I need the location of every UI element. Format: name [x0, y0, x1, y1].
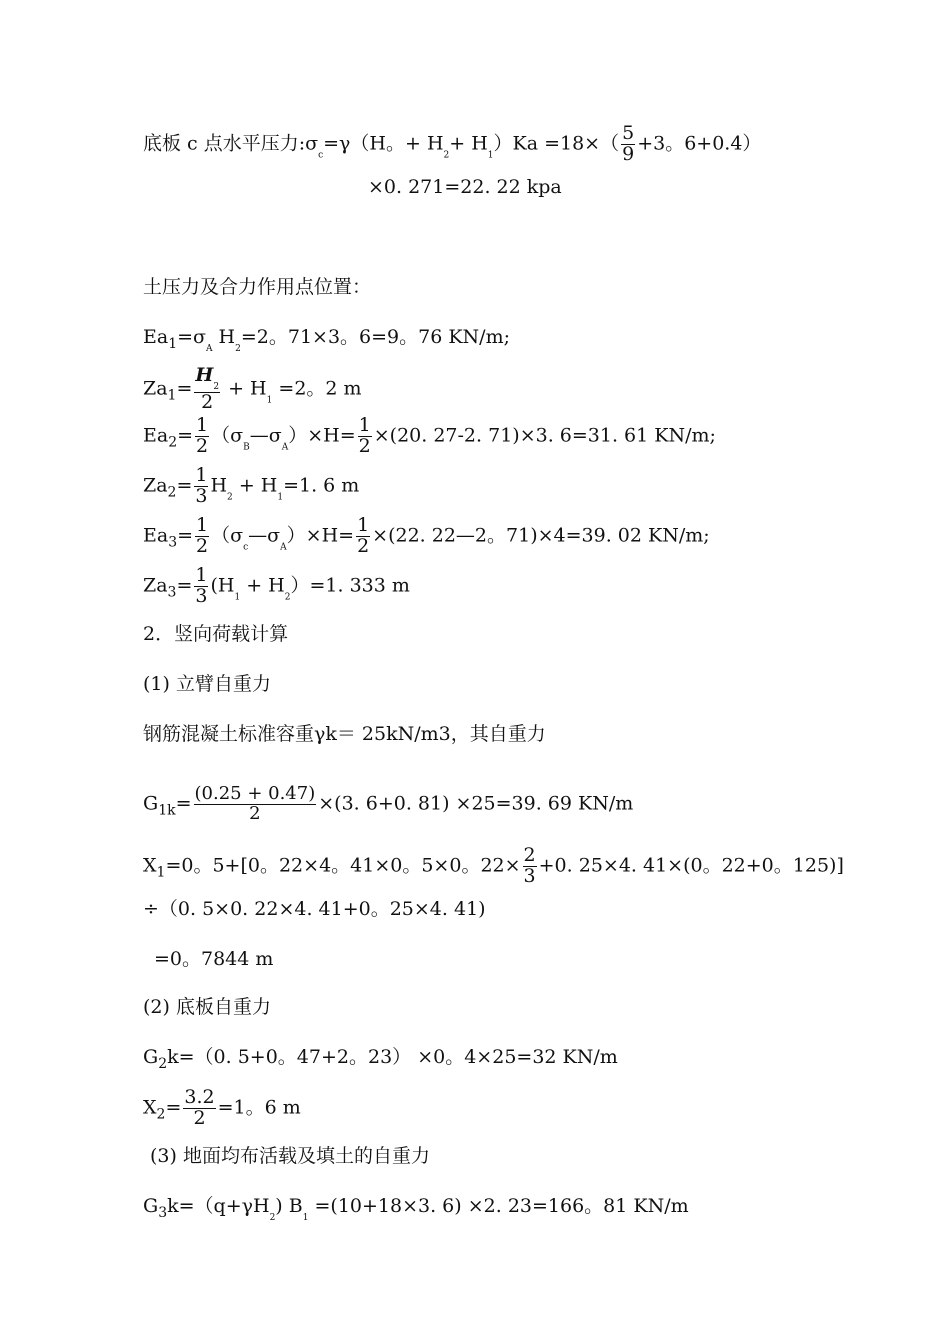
fraction — [194, 466, 208, 507]
denominator: 2 — [357, 534, 370, 557]
text: 底板 c 点水平压力:σ — [143, 132, 319, 155]
text: =1。6 m — [217, 1096, 301, 1119]
fraction — [356, 516, 370, 557]
fraction — [183, 1088, 215, 1129]
za2-line — [143, 466, 359, 507]
subscript: 2 — [158, 1056, 168, 1072]
subscript: 1 — [167, 387, 177, 404]
text: ) B — [275, 1195, 303, 1217]
text: Ea — [143, 424, 169, 447]
g3k-line — [143, 1197, 689, 1223]
text: (3) 地面均布活载及填土的自重力 — [150, 1145, 430, 1167]
text: (2) 底板自重力 — [143, 996, 271, 1018]
bottom-slab-c-pressure-line — [143, 124, 761, 165]
text: （σ — [211, 524, 244, 547]
concrete-unit-weight-line — [143, 725, 546, 744]
subscript: 3 — [158, 1205, 168, 1221]
subscript: 2 — [235, 344, 241, 354]
za1-line — [143, 366, 362, 413]
text: = — [176, 574, 193, 597]
subscript: 1k — [158, 802, 176, 819]
fraction — [195, 416, 209, 457]
fraction — [194, 366, 220, 413]
text: G — [143, 1195, 159, 1217]
subscript: 1 — [302, 1213, 309, 1223]
text: X — [143, 1096, 157, 1119]
text: (1) 立臂自重力 — [143, 673, 271, 695]
text: = — [177, 524, 194, 547]
text: H — [210, 474, 228, 497]
text: X — [143, 854, 157, 877]
denominator: 9 — [622, 142, 635, 165]
g1k-line — [143, 785, 633, 824]
numerator: 1 — [358, 414, 371, 436]
denominator: 3 — [523, 864, 536, 887]
text: —σ — [249, 424, 282, 447]
text: (H — [210, 574, 235, 597]
text: =(10+18×3. 6) ×2. 23=166。81 KN/m — [308, 1195, 689, 1217]
subscript: A — [280, 542, 287, 553]
text: =0。5+[0。22×4。41×0。5×0。22× — [165, 854, 521, 877]
text: Ea — [143, 524, 169, 547]
g2k-line — [143, 1048, 618, 1071]
denominator: 2 — [249, 802, 261, 824]
fraction — [523, 846, 537, 887]
ea1-line — [143, 328, 510, 354]
text: k=（q+γH — [167, 1195, 270, 1217]
denominator: 2 — [196, 434, 209, 457]
text: Za — [143, 474, 168, 497]
numerator: 1 — [195, 564, 208, 586]
subscript: 3 — [168, 534, 178, 551]
subscript: 1 — [266, 395, 273, 406]
text: =2。2 m — [272, 377, 362, 400]
subheading-live-load-fill — [150, 1147, 430, 1166]
fraction — [195, 516, 209, 557]
ea2-line — [143, 416, 716, 457]
text: 钢筋混凝土标准容重γk＝ 25kN/m3，其自重力 — [143, 723, 546, 745]
text: + H — [449, 132, 488, 155]
text: ）×H= — [286, 524, 355, 547]
denominator: 3 — [195, 584, 208, 607]
text: + H — [240, 574, 285, 597]
numerator: 5 — [622, 122, 635, 144]
text: + H — [222, 377, 267, 400]
text: ×(22. 22—2。71)×4=39. 02 KN/m; — [372, 524, 710, 547]
subscript: A — [281, 442, 289, 453]
text: =0。7844 m — [154, 948, 274, 970]
text: ×0. 271=22. 22 kpa — [368, 176, 562, 198]
subscript: c — [318, 150, 324, 161]
text: 土压力及合力作用点位置： — [143, 276, 372, 298]
numerator: 1 — [196, 514, 209, 536]
text: =γ（H。+ H — [323, 132, 444, 155]
subscript: 1 — [156, 864, 166, 881]
subscript: A — [206, 344, 213, 354]
subheading-slab-self-weight — [143, 998, 271, 1017]
text: ÷（0. 5×0. 22×4. 41+0。25×4. 41) — [143, 898, 486, 920]
subscript: 2 — [269, 1213, 276, 1223]
text: G — [143, 792, 159, 815]
fraction — [358, 416, 372, 457]
numerator: 1 — [195, 464, 208, 486]
text: Ea — [143, 326, 169, 348]
text: Za — [143, 574, 168, 597]
subheading-wall-self-weight — [143, 675, 271, 694]
numerator: 2 — [523, 844, 536, 866]
subscript: 2 — [443, 150, 450, 161]
section-heading-vertical-load — [143, 625, 288, 644]
text: G — [143, 1046, 159, 1068]
fraction — [194, 785, 317, 824]
x1-line — [143, 846, 844, 887]
text: =σ — [177, 326, 207, 348]
text: =2。71×3。6=9。76 KN/m; — [240, 326, 511, 348]
denominator: 2 — [196, 534, 209, 557]
za3-line — [143, 566, 410, 607]
subscript: 1 — [487, 150, 494, 161]
subscript: 2 — [227, 492, 233, 503]
subscript: B — [243, 442, 250, 453]
text: ×(20. 27-2. 71)×3. 6=31. 61 KN/m; — [373, 424, 716, 447]
text: ）=1. 333 m — [290, 574, 410, 597]
text: ）Ka =18×（ — [493, 132, 620, 155]
text: +0. 25×4. 41×(0。22+0。125)] — [538, 854, 844, 877]
fraction — [194, 566, 208, 607]
pressure-result-line — [368, 178, 562, 197]
subscript: 1 — [277, 492, 284, 503]
x1-divisor-line — [143, 900, 486, 919]
denominator: 2 — [201, 391, 214, 414]
text: —σ — [248, 524, 281, 547]
text: k=（0. 5+0。47+2。23） ×0。4×25=32 KN/m — [167, 1046, 618, 1068]
denominator: 3 — [195, 484, 208, 507]
text: = — [165, 1096, 182, 1119]
text: = — [175, 792, 192, 815]
fraction — [621, 124, 635, 165]
numerator: 1 — [196, 414, 209, 436]
text: ×(3. 6+0. 81) ×25=39. 69 KN/m — [318, 792, 634, 815]
numerator: 3.2 — [184, 1086, 215, 1108]
denominator: 2 — [193, 1106, 206, 1129]
ea3-line — [143, 516, 710, 557]
x1-result-line — [154, 950, 273, 969]
numerator: 1 — [357, 514, 370, 536]
subscript: 2 — [168, 434, 178, 451]
text: （σ — [211, 424, 244, 447]
text: =1. 6 m — [283, 474, 360, 497]
text: 2．竖向荷载计算 — [143, 623, 289, 645]
subscript: 3 — [167, 584, 177, 601]
subscript: 2 — [156, 1106, 166, 1123]
x2-line — [143, 1088, 301, 1129]
text: = — [177, 424, 194, 447]
section-heading-earth-pressure — [143, 278, 371, 297]
numerator — [194, 366, 220, 393]
subscript: 1 — [168, 336, 178, 352]
numerator-text: H — [195, 364, 214, 386]
subscript: 2 — [167, 484, 177, 501]
subscript: c — [243, 542, 249, 553]
text: +3。6+0.4） — [637, 132, 762, 155]
text: = — [176, 377, 193, 400]
text: ）×H= — [288, 424, 356, 447]
text: H — [212, 326, 236, 348]
subscript: 1 — [234, 592, 241, 603]
numerator: (0.25 + 0.47) — [194, 783, 316, 804]
denominator: 2 — [358, 434, 371, 457]
subscript: 2 — [213, 382, 220, 392]
text: = — [176, 474, 193, 497]
subscript: 2 — [284, 592, 291, 603]
text: Za — [143, 377, 168, 400]
text: + H — [232, 474, 278, 497]
